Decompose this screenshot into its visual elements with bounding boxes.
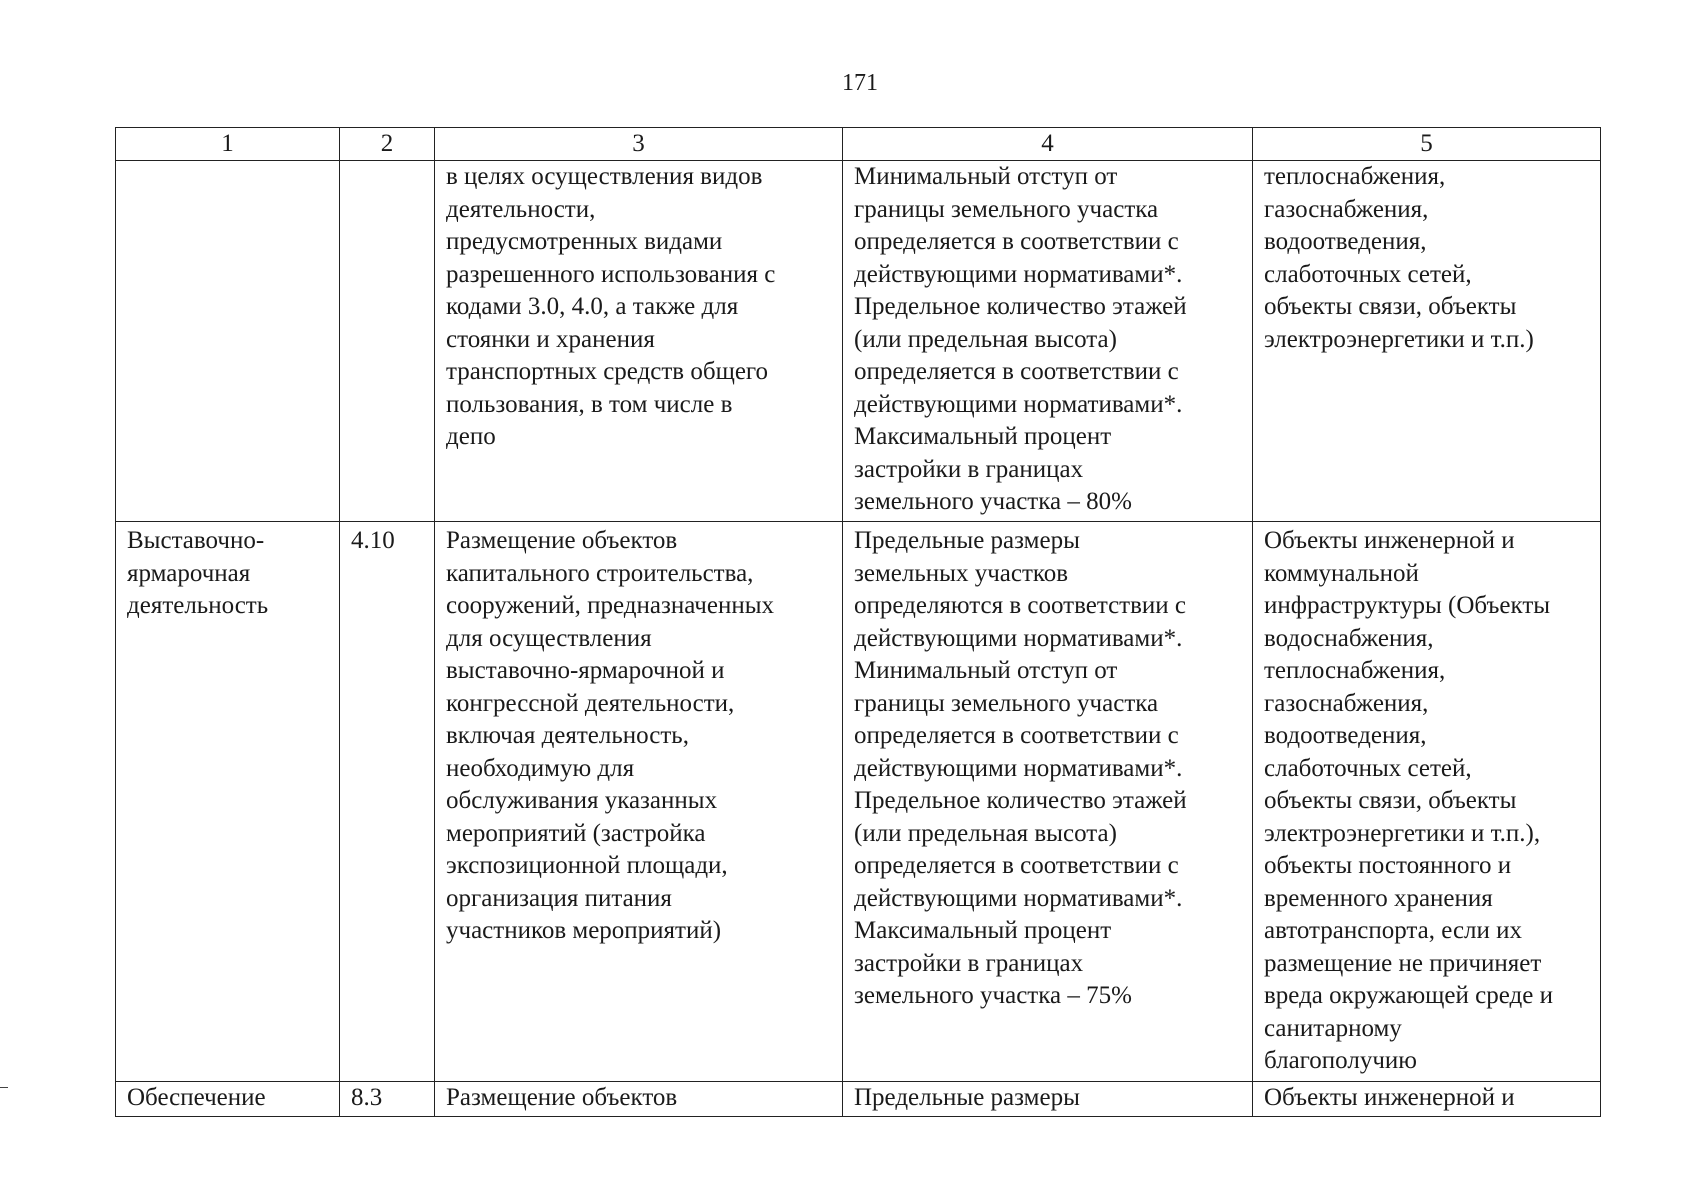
cell-auxiliary-objects: Объекты инженерной и: [1253, 1082, 1601, 1117]
cell-description: Размещение объектов капитального строительства, сооружений, предназначенных для осуществления выставочно-ярмарочной и конгрессной деятельности, включая деятельность, необходимую для обслуживания указанных мероприятий (застройка экспозиционной площади, организация питания участников мероприятий): [435, 522, 843, 1082]
cell-code: [340, 161, 435, 522]
cell-parameters: Предельные размеры земельных участков определяются в соответствии с действующими нормативами*. Минимальный отступ от границы земельного участка определяется в соответствии с действующими нормативами*. Предельное количество этажей (или предельная высота) определяется в соответствии с действующими нормативами*. Максимальный процент застройки в границах земельного участка – 75%: [843, 522, 1253, 1082]
column-header-3: 3: [435, 128, 843, 161]
column-header-5: 5: [1253, 128, 1601, 161]
table-row: [116, 161, 1601, 522]
cell-use-name: [116, 161, 340, 522]
column-header-4: 4: [843, 128, 1253, 161]
table-row: [116, 1082, 1601, 1117]
table-row: [116, 522, 1601, 1082]
cell-parameters: Минимальный отступ от границы земельного участка определяется в соответствии с действующими нормативами*. Предельное количество этажей (или предельная высота) определяется в соответствии с действующими нормативами*. Максимальный процент застройки в границах земельного участка – 80%: [843, 161, 1253, 522]
cell-description: в целях осуществления видов деятельности, предусмотренных видами разрешенного использования с кодами 3.0, 4.0, а также для стоянки и хранения транспортных средств общего пользования, в том числе в депо: [435, 161, 843, 522]
table-header-row: [116, 128, 1601, 161]
column-header-2: 2: [340, 128, 435, 161]
regulations-table: [115, 127, 1601, 1117]
cell-use-name: Выставочно- ярмарочная деятельность: [116, 522, 340, 1082]
margin-mark: [0, 1087, 8, 1088]
cell-parameters: Предельные размеры: [843, 1082, 1253, 1117]
cell-auxiliary-objects: Объекты инженерной и коммунальной инфраструктуры (Объекты водоснабжения, теплоснабжения, газоснабжения, водоотведения, слаботочных сетей, объекты связи, объекты электроэнергетики и т.п.), объекты постоянного и временного хранения автотранспорта, если их размещение не причиняет вреда окружающей среде и санитарному благополучию: [1253, 522, 1601, 1082]
cell-auxiliary-objects: теплоснабжения, газоснабжения, водоотведения, слаботочных сетей, объекты связи, объекты электроэнергетики и т.п.): [1253, 161, 1601, 522]
cell-code: 8.3: [340, 1082, 435, 1117]
cell-use-name: Обеспечение: [116, 1082, 340, 1117]
page-number: 171: [842, 70, 878, 96]
cell-description: Размещение объектов: [435, 1082, 843, 1117]
cell-code: 4.10: [340, 522, 435, 1082]
column-header-1: 1: [116, 128, 340, 161]
